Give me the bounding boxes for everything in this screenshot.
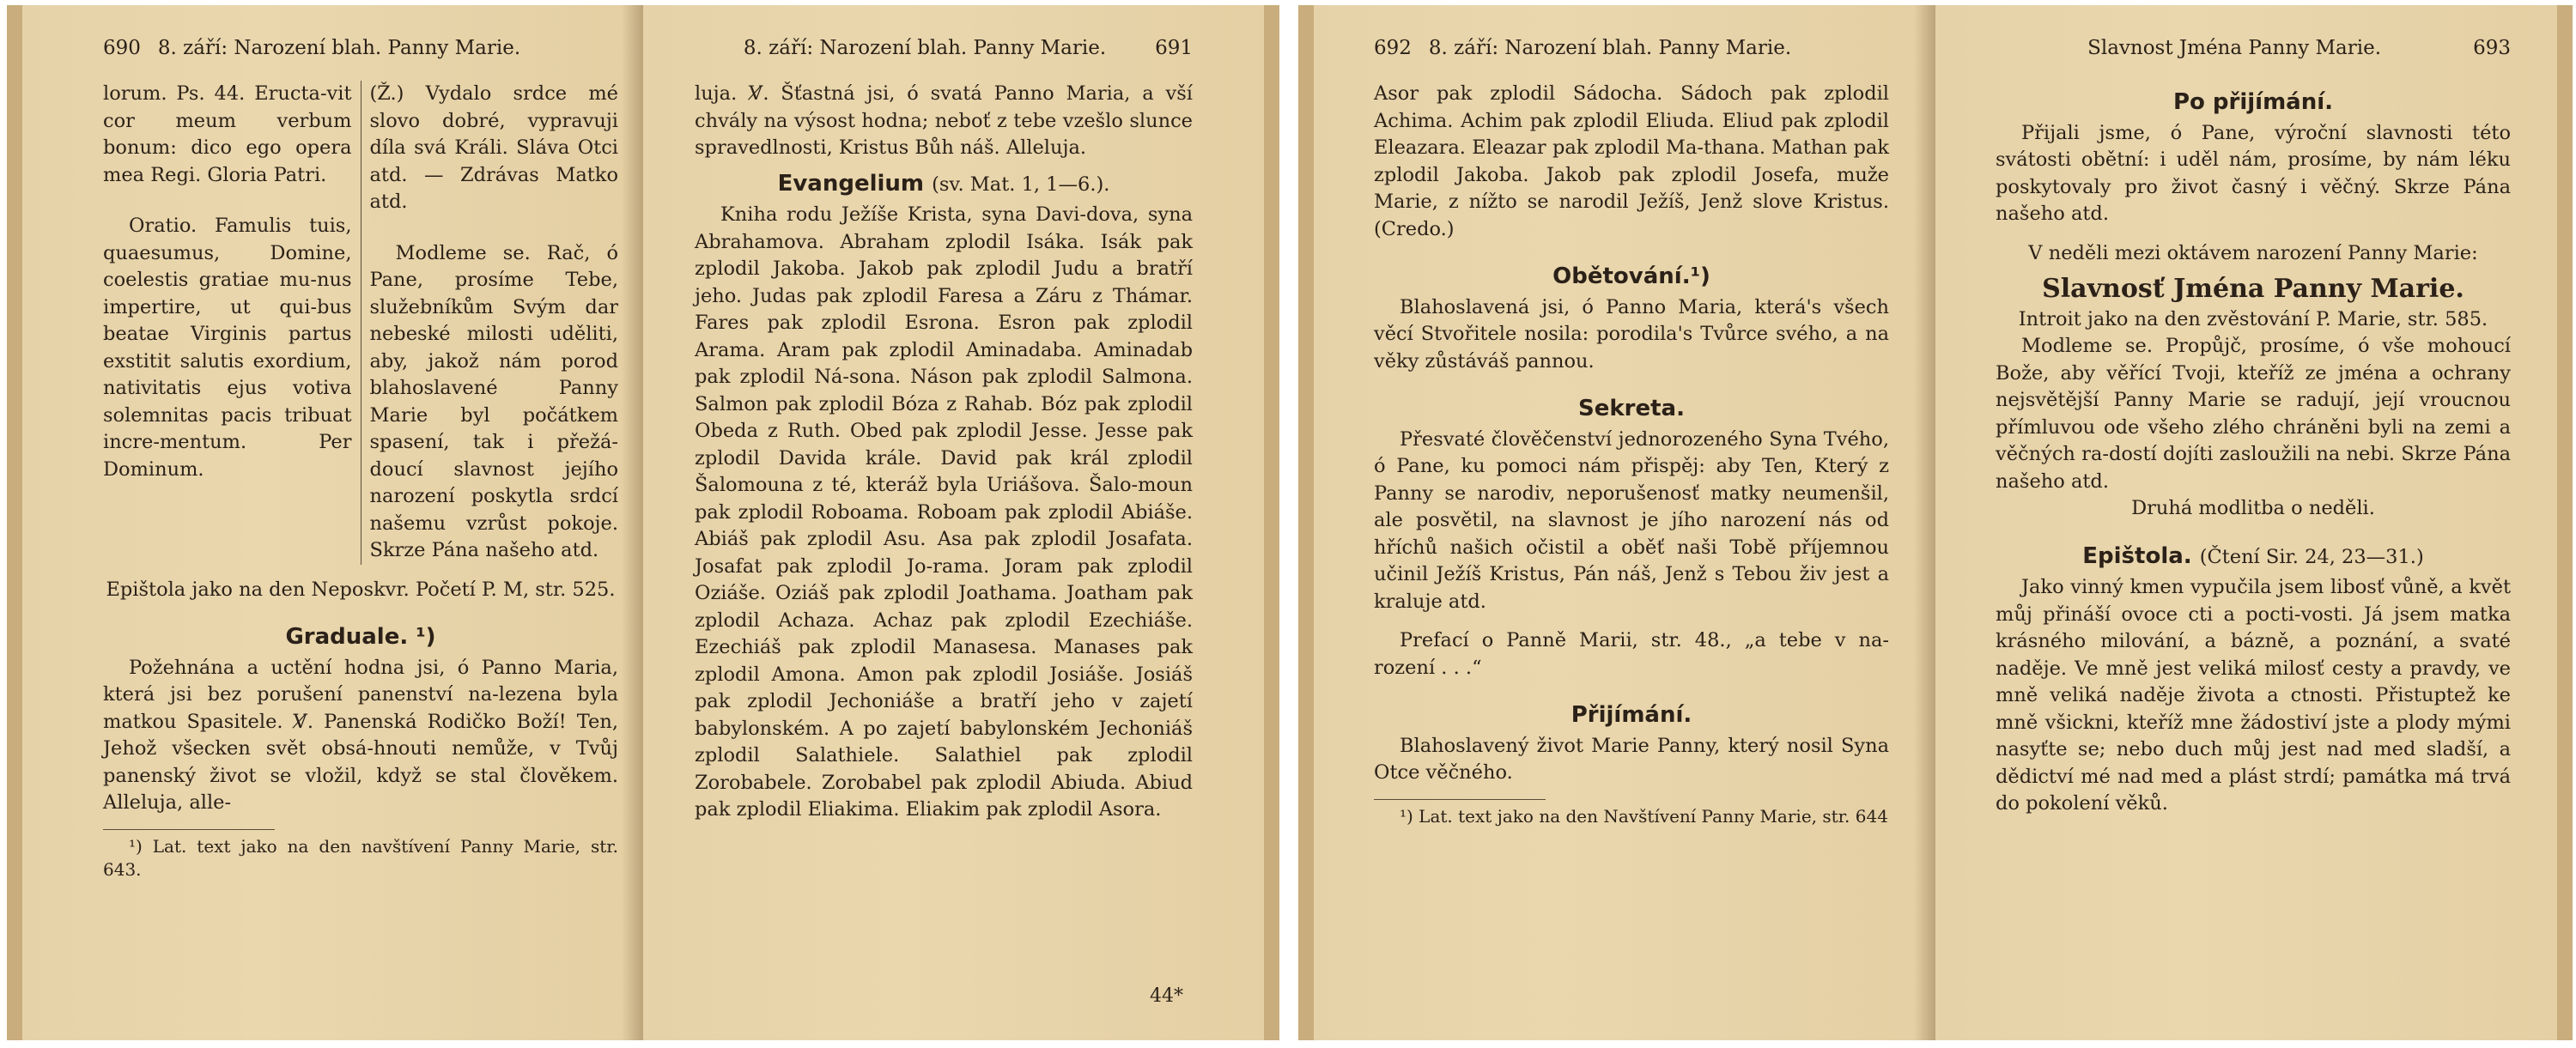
page-691 <box>643 5 1279 1040</box>
obetovani-heading: Obětování.¹) <box>1552 264 1710 289</box>
running-head: 8. září: Narození blah. Panny Marie. <box>743 37 1107 59</box>
prefaci-line: Prefací o Panně Marii, str. 48., „a tebe v na-rození . . .“ <box>1374 629 1889 679</box>
czech-oratio: Modleme se. Rač, ó Pane, prosíme Tebe, služebníkům Svým dar nebeské milosti uděliti, aby, jakož nám porod blahoslavené Panny Marie byl počátkem spasení, tak i přežá-doucí slavnost jejího narození poskytla srdcí našemu vzrůst pokoje. Skrze Pána našeho atd. <box>369 241 618 561</box>
signature-mark: 44* <box>1150 985 1183 1007</box>
page-number: 693 <box>2473 37 2511 59</box>
page-692 <box>1298 5 1935 1040</box>
epistola-reference: (Čtení Sir. 24, 23—31.) <box>2199 545 2424 568</box>
book-spread-left <box>7 5 1279 1040</box>
sekreta-heading: Sekreta. <box>1578 396 1685 421</box>
sekreta-text: Přesvaté člověčenství jednorozeného Syna Tvého, ó Pane, ku pomoci nám přispěj: aby Ten, Který z Panny se narodiv, neporušenosť matky neumenšil, ale posvětil, na slavnost je jího narození nás od hříchů našich očistil a oběť naši Tobě příjemnou učinil Ježíš Kristus, Pán náš, Jenž s Tebou živ jest a kraluje atd. <box>1374 427 1889 613</box>
czech-offertory: (Ž.) Vydalo srdce mé slovo dobré, vypravuji díla svá Králi. Sláva Otci atd. — Zdrávas Matko atd. <box>369 82 618 213</box>
page-690 <box>7 5 643 1040</box>
po-prijimani-heading: Po přijímání. <box>2172 89 2334 115</box>
page-header <box>1374 31 1872 65</box>
page-body <box>103 81 618 881</box>
footnote-rule <box>103 829 275 830</box>
running-head: 8. září: Narození blah. Panny Marie. <box>1428 37 1792 59</box>
page-body <box>1374 81 1889 828</box>
footnote-rule <box>1374 799 1546 800</box>
evangelium-heading <box>695 171 1193 199</box>
running-head: Slavnost Jména Panny Marie. <box>2087 37 2382 59</box>
epistola-title: Epištola. <box>2082 542 2192 569</box>
page-edge <box>7 5 22 1040</box>
evangelium-title: Evangelium <box>777 170 925 197</box>
page-number: 690 <box>103 37 141 59</box>
evangelium-continuation: Asor pak zplodil Sádocha. Sádoch pak zplodil Achima. Achim pak zplodil Eliuda. Eliud pak zplodil Eleazara. Eleazar pak zplodil Ma-thana. Mathan pak zplodil Jakoba. Jakob pak zplodil Josefa, muže Marie, z nížto se narodil Ježíš, Jenž slove Kristus. (Credo.) <box>1374 82 1889 240</box>
footnote: ¹) Lat. text jako na den navštívení Panny Marie, str. 643. <box>103 835 618 880</box>
evangelium-reference: (sv. Mat. 1, 1—6.). <box>932 173 1110 196</box>
page-body <box>1996 81 2511 818</box>
graduale-heading: Graduale. ¹) <box>285 624 436 650</box>
evangelium-text: Kniha rodu Ježíše Krista, syna Davi-dova, syna Abrahamova. Abraham zplodil Isáka. Isák pak zplodil Jakoba. Jakob pak zplodil Judu a bratří jeho. Judas pak zplodil Faresa a Záru z Thámar. Fares pak zplodil Esrona. Esron pak zplodil Arama. Aram pak zplodil Aminadaba. Aminadab pak zplodil Ná-sona. Náson pak zplodil Salmona. Salmon pak zplodil Bóza z Rahab. Bóz pak zplodil Obeda z Ruth. Obed pak zplodil Jesse. Jesse pak zplodil Davida krále. David pak král zplodil Šalomouna z té, kteráž byla Uriášova. Šalo-moun pak zplodil Roboama. Roboam pak zplodil Abiáše. Abiáš pak zplodil Asu. Asa pak zplodil Josafata. Josafat pak zplodil Jo-rama. Joram pak zplodil Oziáše. Oziáš pak zplodil Joathama. Joatham pak zplodil Achaza. Achaz pak zplodil Ezechiáše. Ezechiáš pak zplodil Manasesa. Manases pak zplodil Amona. Amon pak zplodil Josiáše. Josiáš pak zplodil Jechoniáše a bratří jeho v zajetí babylonském. A po zajetí babylonském Jechoniáš zplodil Salathiele. Salathiel pak zplodil Zorobabele. Zorobabel pak zplodil Abiuda. Abiud pak zplodil Eliakima. Eliakim pak zplodil Asora. <box>695 203 1193 821</box>
page-body <box>695 81 1193 824</box>
latin-column <box>103 81 361 565</box>
page-693 <box>1935 5 2573 1040</box>
second-prayer-line: Druhá modlitba o neděli. <box>2131 497 2375 519</box>
alleluja-verse: luja. V̸. Šťastná jsi, ó svatá Panno Maria, a vší chvály na výsost hodna; neboť z tebe vzešlo slunce spravedlnosti, Kristus Bůh náš. Alleluja. <box>695 82 1193 159</box>
two-column-prayer <box>103 81 618 565</box>
epistola-text: Jako vinný kmen vypučila jsem libosť vůně, a květ můj přináší ovoce cti a pocti-vosti. Já jsem matka krásného milování, a bázně, a poznání, a svaté naděje. Ve mně jest veliká milosť cesty a pravdy, ve mně veliká naděje života a ctnosti. Přistuptež ke mně všickni, kteříž mne žádostiví jste a plody mými nasyťte se; nebo duch můj jest nad med sladší, a dědictví mé nad med a plást strdí; památka má trvá do pokolení věků. <box>1996 576 2511 815</box>
book-spread-right <box>1298 5 2573 1040</box>
page-edge <box>1298 5 1314 1040</box>
feast-title: Slavnosť Jména Panny Marie. <box>2042 274 2464 304</box>
page-number: 692 <box>1374 37 1412 59</box>
page-header <box>1996 31 2511 65</box>
po-prijimani-text: Přijali jsme, ó Pane, výroční slavnosti této svátosti obětní: i uděl nám, prosíme, by nám léku poskytovaly pro život časný i věčný. Skrze Pána našeho atd. <box>1996 121 2511 225</box>
prijimani-heading: Přijímání. <box>1571 702 1692 728</box>
page-number: 691 <box>1155 37 1193 59</box>
latin-offertory: lorum. Ps. 44. Eructa-vit cor meum verbum bonum: dico ego opera mea Regi. Gloria Patri. <box>103 82 352 186</box>
page-header <box>695 31 1193 65</box>
obetovani-text: Blahoslavená jsi, ó Panno Maria, která's všech věcí Stvořitele nosila: porodila's Tvůrce svého, a na věky zůstáváš pannou. <box>1374 295 1889 373</box>
running-head: 8. září: Narození blah. Panny Marie. <box>157 37 521 59</box>
epistola-heading <box>1996 543 2511 572</box>
czech-column <box>361 81 619 565</box>
sunday-line: V neděli mezi oktávem narození Panny Marie: <box>2028 241 2478 264</box>
modleme-text: Modleme se. Propůjč, prosíme, ó vše mohoucí Bože, aby věřící Tvoji, kteříž ze jména a ochrany nejsvětější Panny Marie se radují, její vroucnou přímluvou ode všeho zlého chráněni byli na zemi a věčných ra-dostí dojíti zasloužili na nebi. Skrze Pána našeho atd. <box>1996 335 2511 493</box>
page-header <box>103 31 584 65</box>
page-edge <box>1264 5 1279 1040</box>
introit-line: Introit jako na den zvěstování P. Marie, str. 585. <box>2018 307 2488 330</box>
epistola-reference: Epištola jako na den Neposkvr. Početí P. M, str. 525. <box>106 578 616 601</box>
prijimani-text: Blahoslavený život Marie Panny, který nosil Syna Otce věčného. <box>1374 734 1889 784</box>
graduale-text: Požehnána a uctění hodna jsi, ó Panno Maria, která jsi bez porušení panenství na-lezena byla matkou Spasitele. V̸. Panenská Rodičko Boží! Ten, Jehož všecken svět obsá-hnouti nemůže, v Tvůj panenský život se vložil, když se stal člověkem. Alleluja, alle- <box>103 656 618 814</box>
latin-oratio: Oratio. Famulis tuis, quaesumus, Domine, coelestis gratiae mu-nus impertire, ut qui-bus beatae Virginis partus exstitit salutis exordium, nativitatis ejus votiva solemnitas pacis tribuat incre-mentum. Per Dominum. <box>103 215 352 481</box>
footnote: ¹) Lat. text jako na den Navštívení Panny Marie, str. 644 <box>1400 805 1888 827</box>
page-edge <box>2557 5 2573 1040</box>
